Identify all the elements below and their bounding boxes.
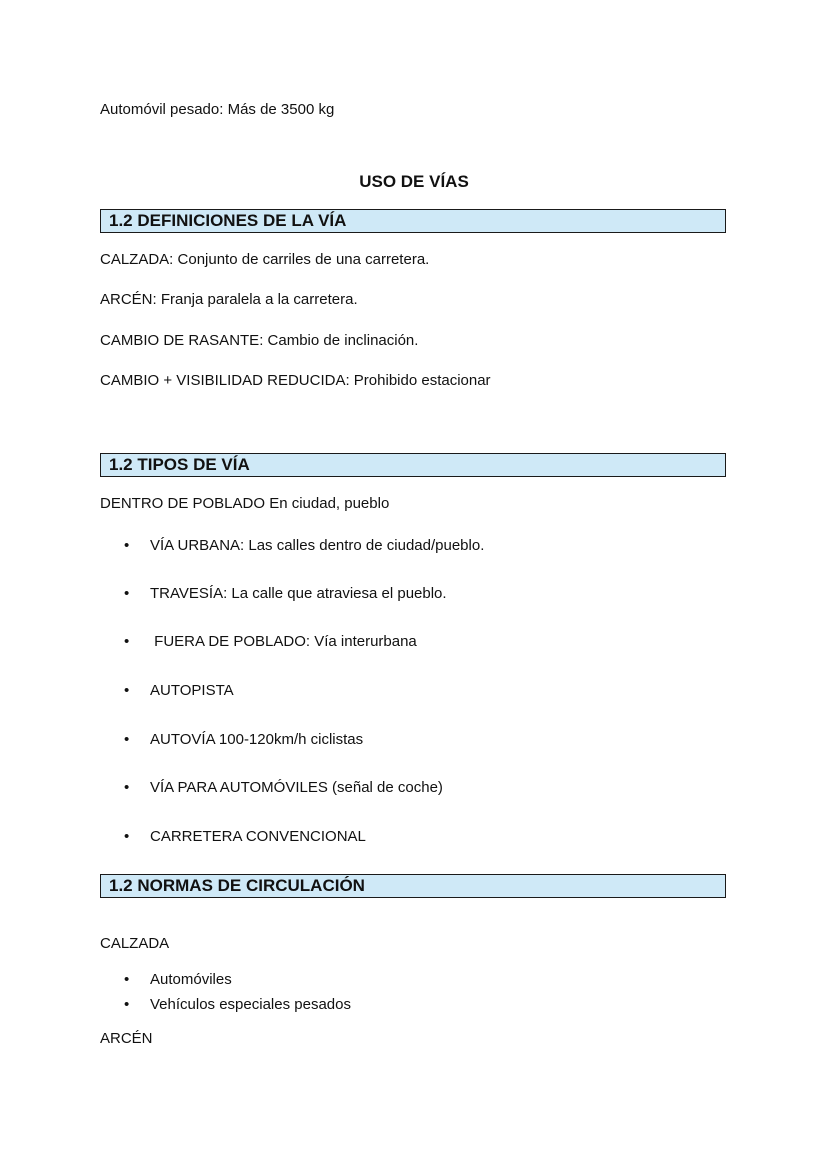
bullet-glyph: •	[124, 971, 130, 988]
bullet-glyph: •	[124, 537, 130, 554]
definition-line: CAMBIO + VISIBILIDAD REDUCIDA: Prohibido estacionar	[100, 372, 491, 389]
list-item	[124, 633, 417, 651]
bullet-glyph: •	[124, 996, 130, 1013]
list-item	[124, 585, 447, 603]
section-heading-normas	[100, 874, 726, 898]
list-item	[124, 537, 484, 555]
definition-line: CALZADA: Conjunto de carriles de una carretera.	[100, 251, 430, 268]
section-heading-text: 1.2 TIPOS DE VÍA	[109, 455, 250, 474]
list-item	[124, 682, 234, 700]
list-item-text: AUTOVÍA 100-120km/h ciclistas	[150, 731, 364, 748]
list-item	[124, 779, 443, 797]
list-item	[124, 731, 363, 749]
bullet-glyph: •	[124, 779, 130, 796]
bullet-glyph: •	[124, 731, 130, 748]
list-item-text: VÍA PARA AUTOMÓVILES (señal de coche)	[150, 779, 443, 796]
list-item-text: VÍA URBANA: Las calles dentro de ciudad/pueblo.	[150, 537, 485, 554]
section-intro: DENTRO DE POBLADO En ciudad, pueblo	[100, 495, 390, 512]
list-item-text: CARRETERA CONVENCIONAL	[150, 828, 366, 845]
section-intro: CALZADA	[100, 935, 170, 952]
list-item-text: AUTOPISTA	[150, 682, 234, 699]
section-outro: ARCÉN	[100, 1030, 153, 1047]
list-item-text: FUERA DE POBLADO: Vía interurbana	[150, 633, 417, 650]
definition-line: CAMBIO DE RASANTE: Cambio de inclinación.	[100, 332, 419, 349]
list-item	[124, 828, 366, 846]
section-heading-text: 1.2 NORMAS DE CIRCULACIÓN	[109, 876, 365, 895]
list-item	[124, 971, 232, 989]
bullet-glyph: •	[124, 828, 130, 845]
page-title: USO DE VÍAS	[359, 172, 469, 191]
list-item-text: Vehículos especiales pesados	[150, 996, 351, 1013]
bullet-glyph: •	[124, 633, 130, 650]
list-item-text: TRAVESÍA: La calle que atraviesa el pueblo.	[150, 585, 447, 602]
list-item	[124, 996, 351, 1014]
section-heading-definiciones	[100, 209, 726, 233]
list-item-text: Automóviles	[150, 971, 232, 988]
section-heading-tipos	[100, 453, 726, 477]
bullet-glyph: •	[124, 682, 130, 699]
intro-line: Automóvil pesado: Más de 3500 kg	[100, 101, 335, 118]
definition-line: ARCÉN: Franja paralela a la carretera.	[100, 291, 358, 308]
bullet-glyph: •	[124, 585, 130, 602]
section-heading-text: 1.2 DEFINICIONES DE LA VÍA	[109, 211, 347, 230]
